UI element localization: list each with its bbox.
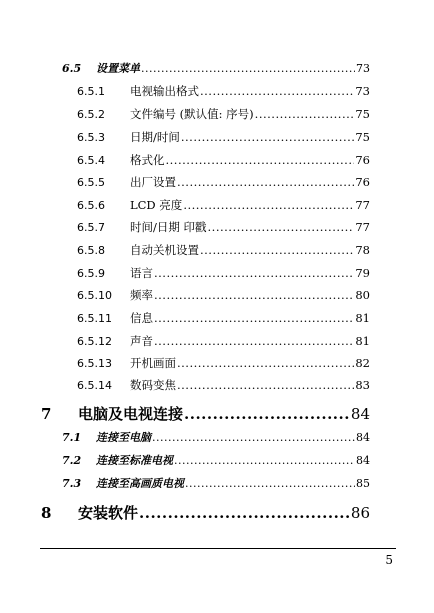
toc-entry-page: 80 (355, 288, 370, 302)
toc-entry-page: 77 (355, 198, 370, 212)
toc-entry-title: 安装软件 (78, 504, 139, 522)
toc-entry-6-5-8[interactable] (77, 242, 370, 258)
toc-entry-8[interactable] (41, 502, 370, 523)
toc-leader-dots (177, 356, 354, 370)
toc-entry-title: 语言 (130, 266, 153, 280)
toc-entry-number: 6.5.11 (77, 312, 112, 325)
toc-entry-7-3[interactable] (62, 475, 370, 491)
toc-leader-dots (200, 243, 354, 257)
toc-entry-6-5-3[interactable] (77, 129, 370, 145)
toc-entry-number: 7 (41, 405, 52, 423)
toc-entry-page: 86 (350, 504, 370, 522)
toc-entry-page: 76 (355, 153, 370, 167)
toc-leader-dots (174, 454, 355, 467)
toc-entry-title: 电脑及电视连接 (78, 405, 184, 423)
toc-entry-number: 6.5.2 (77, 108, 105, 121)
toc-leader-dots (154, 266, 354, 280)
toc-leader-dots (152, 431, 355, 444)
toc-entry-number: 6.5.10 (77, 289, 112, 302)
toc-entry-7[interactable] (41, 403, 370, 424)
toc-entry-number: 6.5.1 (77, 85, 105, 98)
toc-entry-title: 自动关机设置 (130, 243, 199, 257)
toc-entry-title: 连接至高画质电视 (96, 477, 184, 490)
toc-entry-number: 7.2 (62, 454, 82, 467)
toc-entry-7-2[interactable] (62, 452, 370, 468)
toc-entry-6-5-12[interactable] (77, 333, 370, 349)
toc-entry-page: 83 (355, 378, 370, 392)
toc-entry-page: 78 (355, 243, 370, 257)
toc-entry-6-5-5[interactable] (77, 174, 370, 190)
toc-entry-page: 75 (355, 107, 370, 121)
toc-entry-title: LCD 亮度 (130, 198, 183, 212)
toc-entry-title: 设置菜单 (96, 62, 140, 75)
toc-entry-number: 7.3 (62, 477, 82, 490)
toc-leader-dots (154, 311, 354, 325)
toc-entry-number: 7.1 (62, 431, 82, 444)
toc-entry-number: 6.5.4 (77, 154, 105, 167)
toc-entry-title: 频率 (130, 288, 153, 302)
toc-entry-page: 84 (356, 454, 370, 467)
toc-leader-dots (183, 198, 354, 212)
toc-entry-6-5-7[interactable] (77, 219, 370, 235)
toc-entry-number: 6.5.13 (77, 357, 112, 370)
footer-divider (40, 548, 396, 549)
toc-leader-dots (208, 220, 355, 234)
toc-leader-dots (139, 504, 350, 522)
toc-entry-6-5-9[interactable] (77, 265, 370, 281)
toc-entry-title: 电视输出格式 (130, 84, 199, 98)
toc-entry-page: 81 (355, 334, 370, 348)
toc-entry-title: 数码变焦 (130, 378, 176, 392)
toc-entry-6-5-14[interactable] (77, 377, 370, 393)
toc-entry-title: 出厂设置 (130, 175, 176, 189)
toc-entry-page: 75 (355, 130, 370, 144)
toc-leader-dots (200, 84, 354, 98)
toc-entry-page: 85 (356, 477, 370, 490)
toc-entry-page: 84 (350, 405, 370, 423)
toc-entry-7-1[interactable] (62, 429, 370, 445)
toc-entry-title: 连接至标准电视 (96, 454, 173, 467)
toc-entry-6-5-2[interactable] (77, 106, 370, 122)
toc-leader-dots (154, 334, 354, 348)
toc-entry-page: 76 (355, 175, 370, 189)
toc-entry-number: 6.5.14 (77, 379, 112, 392)
toc-entry-number: 6.5.8 (77, 244, 105, 257)
toc-entry-title: 格式化 (130, 153, 165, 167)
toc-entry-6-5[interactable] (62, 60, 370, 76)
toc-entry-number: 6.5.3 (77, 131, 105, 144)
toc-entry-page: 82 (355, 356, 370, 370)
toc-leader-dots (184, 405, 350, 423)
toc-entry-title: 日期/时间 (130, 130, 180, 144)
toc-entry-number: 6.5.5 (77, 176, 105, 189)
toc-entry-title: 文件编号 (默认值: 序号) (130, 107, 254, 121)
toc-entry-6-5-4[interactable] (77, 152, 370, 168)
toc-entry-title: 信息 (130, 311, 153, 325)
toc-leader-dots (141, 62, 355, 75)
toc-entry-6-5-11[interactable] (77, 310, 370, 326)
toc-entry-number: 6.5.6 (77, 199, 105, 212)
toc-entry-number: 6.5.7 (77, 221, 105, 234)
toc-entry-page: 73 (355, 84, 370, 98)
toc-entry-page: 84 (356, 431, 370, 444)
toc-entry-page: 79 (355, 266, 370, 280)
toc-leader-dots (255, 107, 355, 121)
toc-leader-dots (177, 175, 354, 189)
toc-entry-6-5-1[interactable] (77, 83, 370, 99)
toc-entry-6-5-13[interactable] (77, 355, 370, 371)
toc-leader-dots (154, 288, 354, 302)
toc-entry-number: 6.5 (62, 62, 82, 75)
toc-entry-6-5-6[interactable] (77, 197, 370, 213)
toc-entry-title: 开机画面 (130, 356, 176, 370)
toc-entry-number: 8 (41, 504, 52, 522)
toc-entry-page: 73 (356, 62, 370, 75)
toc-entry-6-5-10[interactable] (77, 287, 370, 303)
toc-entry-page: 77 (355, 220, 370, 234)
toc-leader-dots (166, 153, 355, 167)
toc-entry-title: 连接至电脑 (96, 431, 151, 444)
toc-leader-dots (185, 477, 355, 490)
toc-entry-title: 声音 (130, 334, 153, 348)
toc-leader-dots (177, 378, 354, 392)
page-number: 5 (385, 553, 393, 567)
toc-entry-page: 81 (355, 311, 370, 325)
toc-entry-number: 6.5.9 (77, 267, 105, 280)
toc-leader-dots (181, 130, 354, 144)
toc-entry-number: 6.5.12 (77, 335, 112, 348)
toc-entry-title: 时间/日期 印戳 (130, 220, 207, 234)
